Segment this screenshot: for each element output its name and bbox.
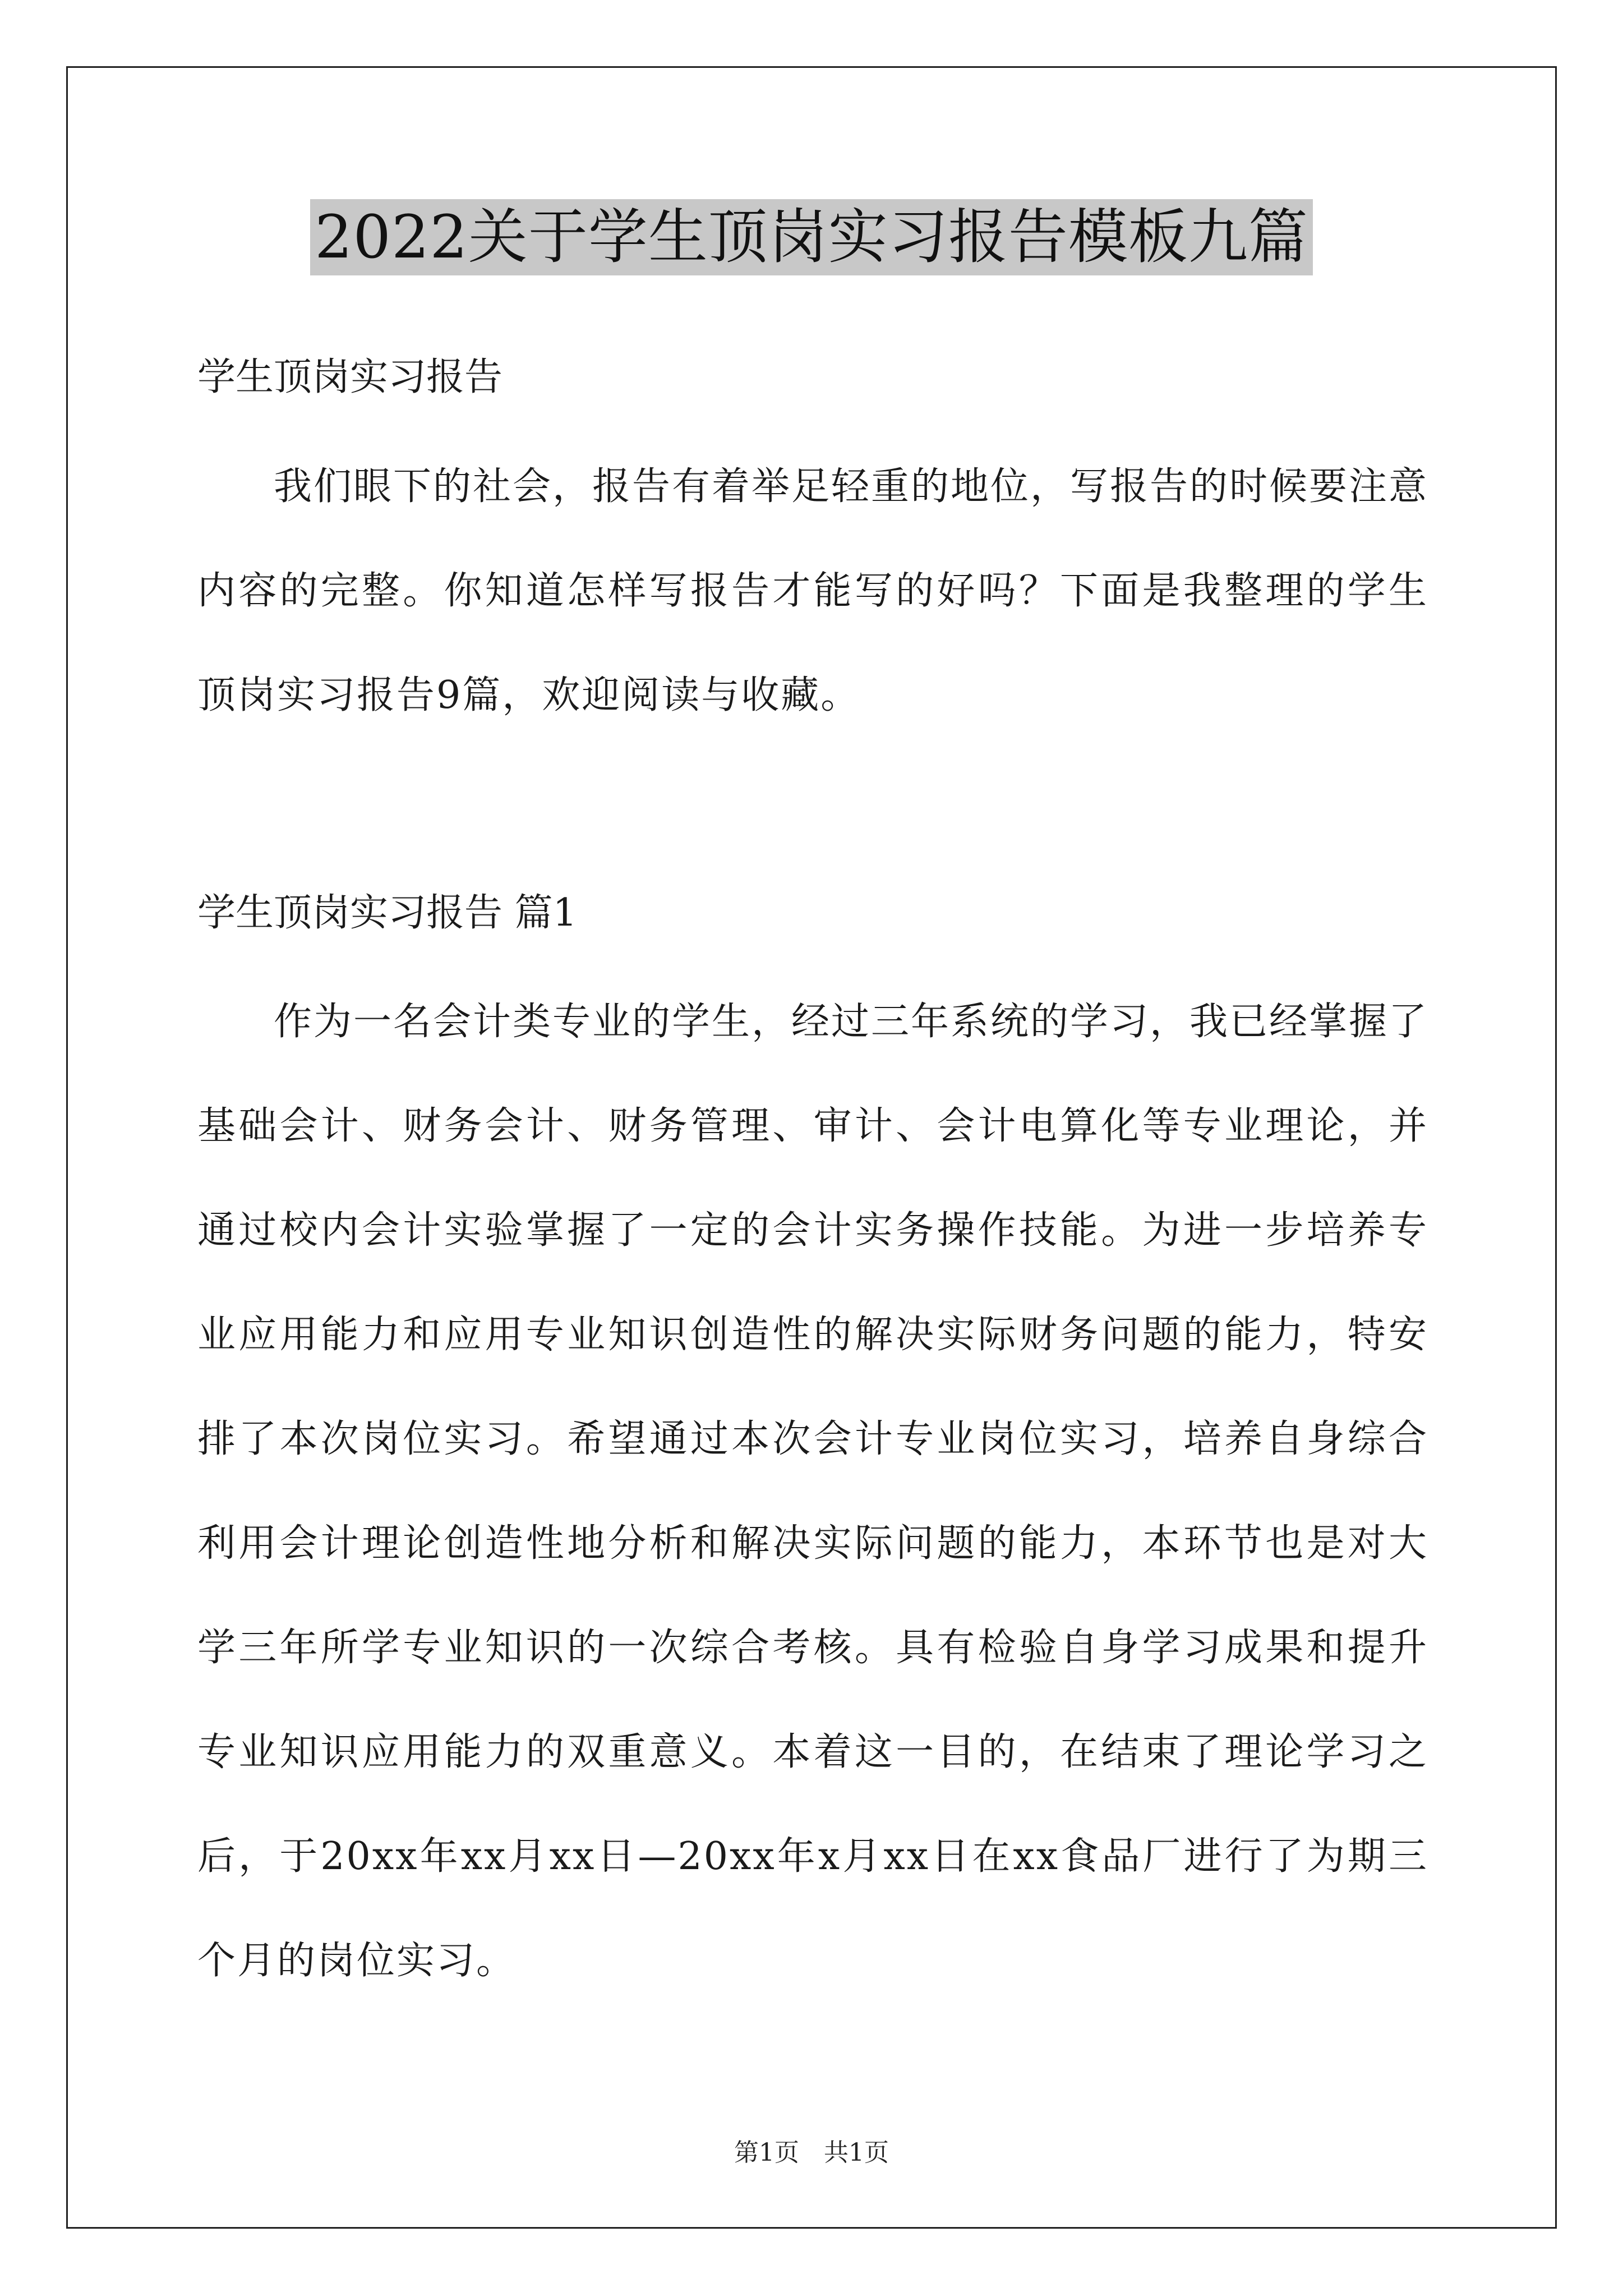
page-footer: 第1页 共1页 <box>734 2138 889 2167</box>
section-paragraph: 作为一名会计类专业的学生，经过三年系统的学习，我已经掌握了基础会计、财务会计、财务管理、审计、会计电算化等专业理论，并通过校内会计实验掌握了一定的会计实务操作技能。为进一步培养专业应用能力和应用专业知识创造性的解决实际财务问题的能力，特安排了本次岗位实习。希望通过本次会计专业岗位实习，培养自身综合利用会计理论创造性地分析和解决实际问题的能力，本环节也是对大学三年所学专业知识的一次综合考核。具有检验自身学习成果和提升专业知识应用能力的双重意义。本着这一目的，在结束了理论学习之后，于20xx年xx月xx日—20xx年x月xx日在xx食品厂进行了为期三个月的岗位实习。 <box>197 1000 1429 1983</box>
intro-paragraph: 我们眼下的社会，报告有着举足轻重的地位，写报告的时候要注意内容的完整。你知道怎样写报告才能写的好吗？下面是我整理的学生顶岗实习报告9篇，欢迎阅读与收藏。 <box>197 464 1429 717</box>
title-container <box>0 199 1623 275</box>
document-title: 2022关于学生顶岗实习报告模板九篇 <box>310 199 1313 275</box>
section-heading: 学生顶岗实习报告 篇1 <box>197 891 577 935</box>
report-heading: 学生顶岗实习报告 <box>197 355 503 399</box>
